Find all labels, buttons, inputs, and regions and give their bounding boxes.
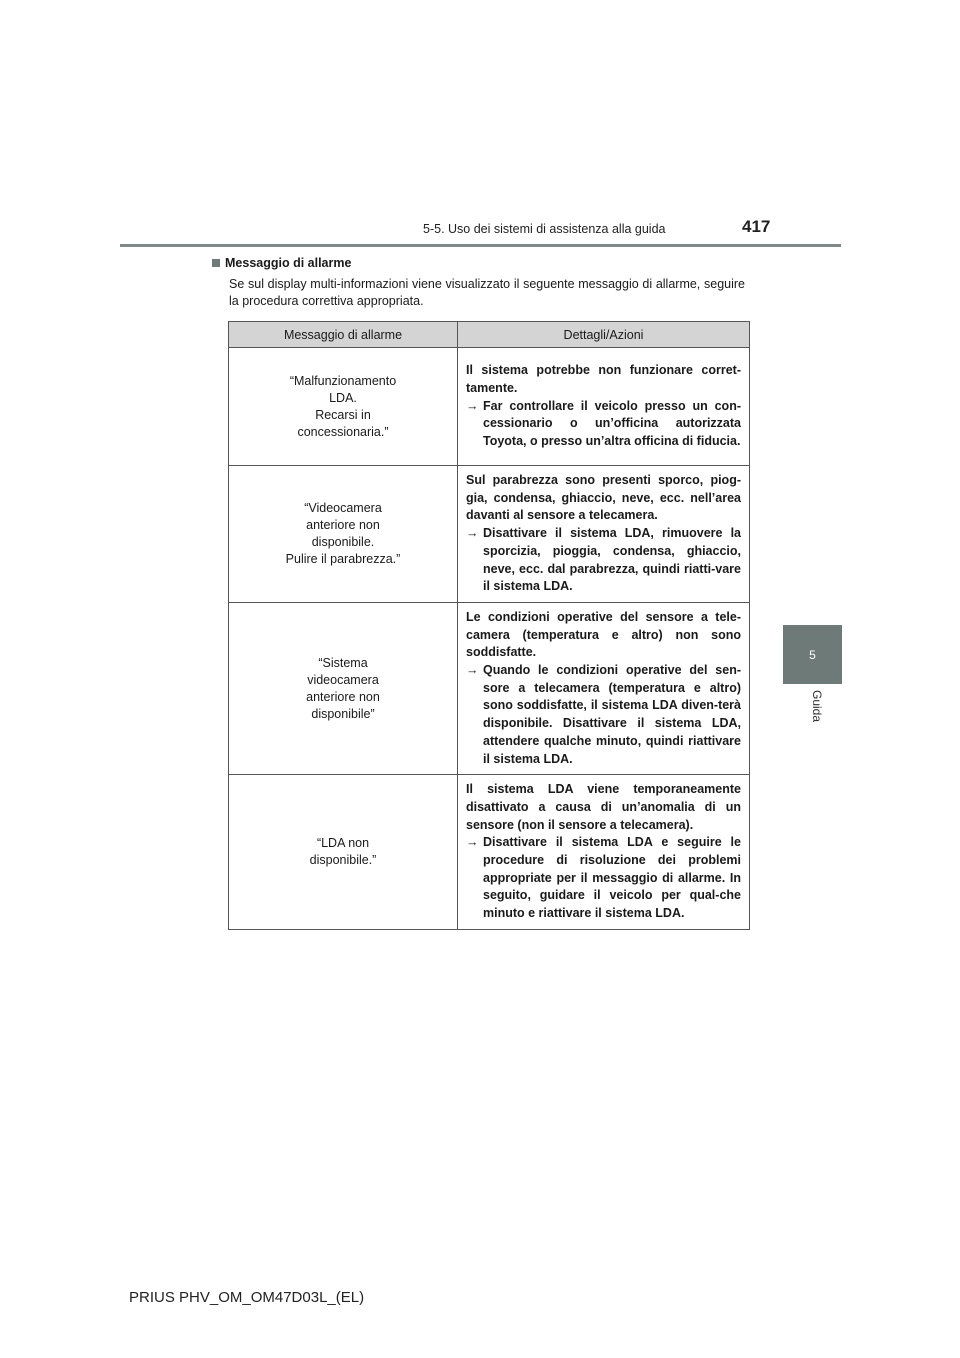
table-row: [229, 775, 750, 930]
detail-text: Il sistema LDA viene temporaneamente disattivato a causa di un’anomalia di un sensore (non il sensore a telecamera).: [466, 782, 741, 832]
chapter-number: 5: [809, 647, 816, 662]
arrow-right-icon: →: [466, 398, 479, 413]
alarm-messages-table: [228, 321, 750, 930]
message-line: Pulire il parabrezza.”: [285, 551, 401, 566]
section-heading: [212, 256, 351, 270]
square-bullet-icon: [212, 259, 220, 267]
detail-text: Il sistema potrebbe non funzionare corret-tamente.: [466, 363, 741, 395]
details-cell: [458, 602, 750, 774]
action-text: Far controllare il veicolo presso un con-cessionario o un’officina autorizzata Toyota, o presso un’altra officina di fiducia.: [483, 398, 741, 449]
detail-text: Sul parabrezza sono presenti sporco, piog-gia, condensa, ghiaccio, neve, ecc. nell’area davanti al sensore a telecamera.: [466, 473, 741, 523]
message-line: anteriore non: [306, 689, 380, 704]
action-item: [466, 525, 741, 596]
table-row: [229, 602, 750, 774]
action-text: Disattivare il sistema LDA e seguire le procedure di risoluzione dei problemi appropriate per il messaggio di allarme. In seguito, guidare il veicolo per qual-che minuto e riattivare il sistema LDA.: [483, 835, 741, 921]
header-divider: [120, 244, 841, 247]
action-item: [466, 398, 741, 451]
arrow-right-icon: →: [466, 526, 479, 541]
detail-text: Le condizioni operative del sensore a tele-camera (temperatura e altro) non sono soddisfatte.: [466, 609, 741, 660]
alarm-message-cell: [229, 348, 458, 466]
chapter-label: Guida: [810, 690, 824, 723]
table-header-row: [229, 322, 750, 348]
chapter-tab: [783, 625, 842, 684]
alarm-message-cell: [229, 602, 458, 774]
action-text: Disattivare il sistema LDA, rimuovere la sporcizia, pioggia, condensa, ghiaccio, neve, ecc. dal parabrezza, quindi riatti-vare il sistema LDA.: [483, 526, 741, 594]
action-item: [466, 662, 741, 768]
page-number: 417: [742, 217, 771, 236]
message-line: anteriore non: [306, 517, 380, 532]
section-intro: Se sul display multi-informazioni viene visualizzato il seguente messaggio di allarme, seguire la procedura correttiva appropriata.: [229, 277, 745, 308]
details-cell: [458, 466, 750, 603]
message-line: “LDA non: [316, 836, 370, 851]
message-line: Recarsi in: [315, 407, 371, 422]
section-heading-text: Messaggio di allarme: [225, 256, 352, 270]
message-line: “Sistema: [318, 655, 368, 670]
action-item: [466, 834, 741, 923]
column-header-message: Messaggio di allarme: [229, 322, 458, 348]
document-code: PRIUS PHV_OM_OM47D03L_(EL): [129, 1289, 365, 1306]
action-text: Quando le condizioni operative del sen-sore a telecamera (temperatura e altro) sono soddisfatte, il sistema LDA diven-terà disponibile. Disattivare il sistema LDA, attendere qualche minuto, quindi riattivare il sistema LDA.: [483, 663, 741, 766]
message-line: disponibile”: [311, 706, 375, 721]
details-cell: [458, 775, 750, 930]
column-header-details: Dettagli/Azioni: [458, 322, 750, 348]
alarm-message-cell: [229, 466, 458, 603]
alarm-message-cell: [229, 775, 458, 930]
message-line: “Videocamera: [304, 500, 382, 515]
header-section-title: 5-5. Uso dei sistemi di assistenza alla guida: [423, 222, 666, 236]
arrow-right-icon: →: [466, 835, 479, 850]
table-row: [229, 466, 750, 603]
message-line: concessionaria.”: [297, 424, 389, 439]
message-line: videocamera: [307, 672, 379, 687]
arrow-right-icon: →: [466, 663, 479, 678]
message-line: disponibile.”: [309, 853, 377, 868]
message-line: “Malfunzionamento: [289, 373, 397, 388]
table-row: [229, 348, 750, 466]
message-line: LDA.: [329, 390, 357, 405]
message-line: disponibile.: [311, 534, 375, 549]
details-cell: [458, 348, 750, 466]
